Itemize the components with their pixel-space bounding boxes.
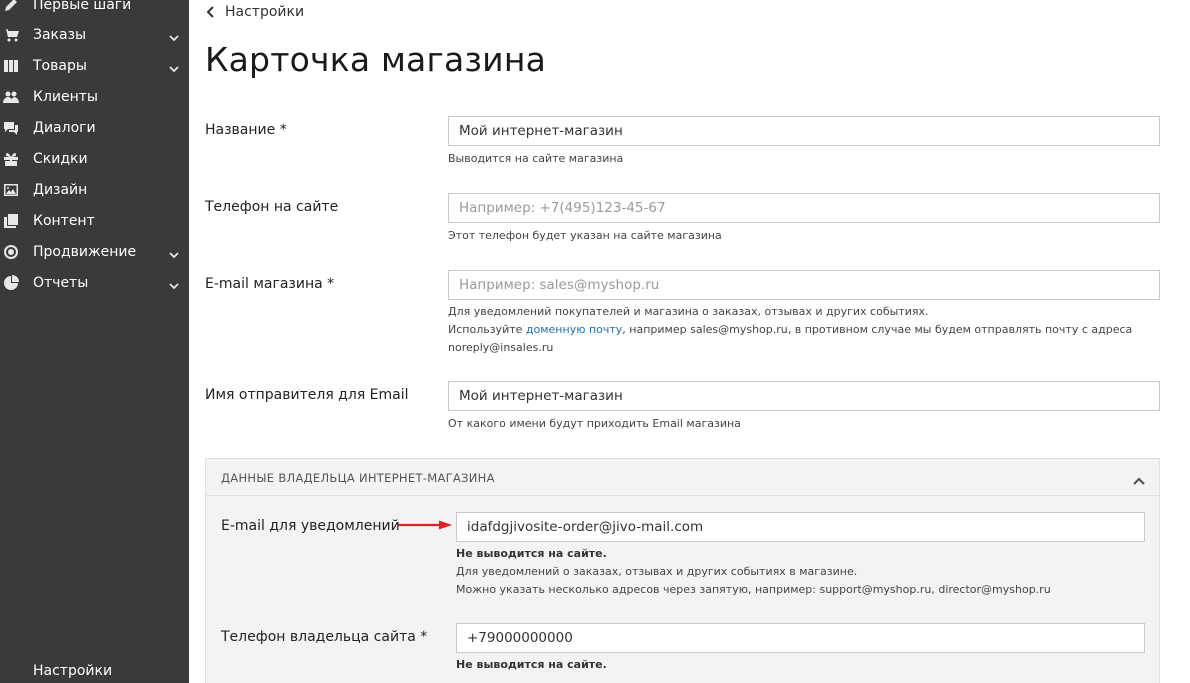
owner-section-header[interactable] xyxy=(206,459,1159,496)
gift-icon xyxy=(3,151,19,167)
sidebar-item-label: Заказы xyxy=(33,27,87,43)
page-title: Карточка магазина xyxy=(205,40,547,79)
phone-label: Телефон на сайте xyxy=(205,199,339,215)
sidebar-item-clients[interactable] xyxy=(0,83,189,111)
chevron-down-icon[interactable] xyxy=(168,60,180,72)
owner-phone-hint xyxy=(456,656,607,674)
chevron-left-icon xyxy=(206,6,215,18)
sidebar-item-orders[interactable] xyxy=(0,21,189,49)
chevron-down-icon[interactable] xyxy=(168,246,180,258)
notify-email-hint-line1: Для уведомлений о заказах, отзывах и других событиях в магазине. xyxy=(456,565,858,578)
email-label: E-mail магазина * xyxy=(205,276,335,292)
sidebar-item-label: Контент xyxy=(33,213,95,229)
notify-email-input[interactable] xyxy=(456,512,1145,542)
owner-phone-label: Телефон владельца сайта * xyxy=(221,629,428,645)
email-hint xyxy=(448,303,1132,357)
image-icon xyxy=(3,182,19,198)
sidebar-item-label: Настройки xyxy=(33,663,113,679)
pages-icon xyxy=(3,213,19,229)
sidebar-item-content[interactable] xyxy=(0,207,189,235)
back-link-label: Настройки xyxy=(225,4,305,20)
main-content xyxy=(189,0,1190,683)
cart-icon xyxy=(3,27,19,43)
owner-section-title: ДАННЫЕ ВЛАДЕЛЬЦА ИНТЕРНЕТ-МАГАЗИНА xyxy=(221,471,495,485)
phone-hint: Этот телефон будет указан на сайте магазина xyxy=(448,229,722,242)
email-hint-text: , например sales@myshop.ru, в противном случае мы будем отправлять почту с адреса xyxy=(622,323,1133,336)
sidebar-item-label: Отчеты xyxy=(33,275,89,291)
sidebar-item-promotion[interactable] xyxy=(0,238,189,266)
sidebar-item-settings[interactable] xyxy=(0,657,189,683)
sidebar-item-label: Товары xyxy=(33,58,87,74)
sidebar-item-reports[interactable] xyxy=(0,269,189,297)
sidebar-item-label: Дизайн xyxy=(33,182,88,198)
sidebar-item-first-steps[interactable] xyxy=(0,0,189,19)
users-icon xyxy=(3,89,19,105)
email-input[interactable] xyxy=(448,270,1160,300)
name-input[interactable] xyxy=(448,116,1160,146)
chevron-up-icon[interactable] xyxy=(1133,471,1145,481)
notify-email-hint xyxy=(456,545,1051,599)
sender-input[interactable] xyxy=(448,381,1160,411)
sidebar-item-discounts[interactable] xyxy=(0,145,189,173)
email-hint-line3: noreply@insales.ru xyxy=(448,341,554,354)
email-hint-text: Используйте xyxy=(448,323,526,336)
email-hint-line2 xyxy=(448,321,1132,339)
sidebar-item-label: Скидки xyxy=(33,151,88,167)
target-icon xyxy=(3,244,19,260)
notify-email-hint-line2: Можно указать несколько адресов через запятую, например: support@myshop.ru, director@myshop.ru xyxy=(456,583,1051,596)
sidebar-item-products[interactable] xyxy=(0,52,189,80)
notify-email-hint-bold: Не выводится на сайте. xyxy=(456,547,607,560)
sidebar-item-label: Продвижение xyxy=(33,244,137,260)
owner-section xyxy=(205,458,1160,683)
sidebar-item-label: Диалоги xyxy=(33,120,96,136)
domain-mail-link[interactable]: доменную почту xyxy=(525,323,623,336)
email-hint-line1: Для уведомлений покупателей и магазина о заказах, отзывах и других событиях. xyxy=(448,305,929,318)
pie-chart-icon xyxy=(3,275,19,291)
sidebar-item-label: Первые шаги xyxy=(33,0,132,13)
products-icon xyxy=(3,58,19,74)
sender-hint: От какого имени будут приходить Email магазина xyxy=(448,417,741,430)
sender-label: Имя отправителя для Email xyxy=(205,387,409,403)
pencil-icon xyxy=(3,0,19,13)
back-link[interactable] xyxy=(206,4,304,20)
chevron-down-icon[interactable] xyxy=(168,29,180,41)
sidebar-item-design[interactable] xyxy=(0,176,189,204)
red-arrow-icon xyxy=(397,520,453,530)
chevron-down-icon[interactable] xyxy=(168,277,180,289)
name-hint: Выводится на сайте магазина xyxy=(448,152,624,165)
owner-phone-hint-bold: Не выводится на сайте. xyxy=(456,658,607,671)
sidebar-item-dialogs[interactable] xyxy=(0,114,189,142)
notify-email-label: E-mail для уведомлений xyxy=(221,518,400,534)
chat-icon xyxy=(3,120,19,136)
name-label: Название * xyxy=(205,122,287,138)
sidebar xyxy=(0,0,189,683)
sidebar-item-label: Клиенты xyxy=(33,89,98,105)
owner-phone-input[interactable] xyxy=(456,623,1145,653)
phone-input[interactable] xyxy=(448,193,1160,223)
